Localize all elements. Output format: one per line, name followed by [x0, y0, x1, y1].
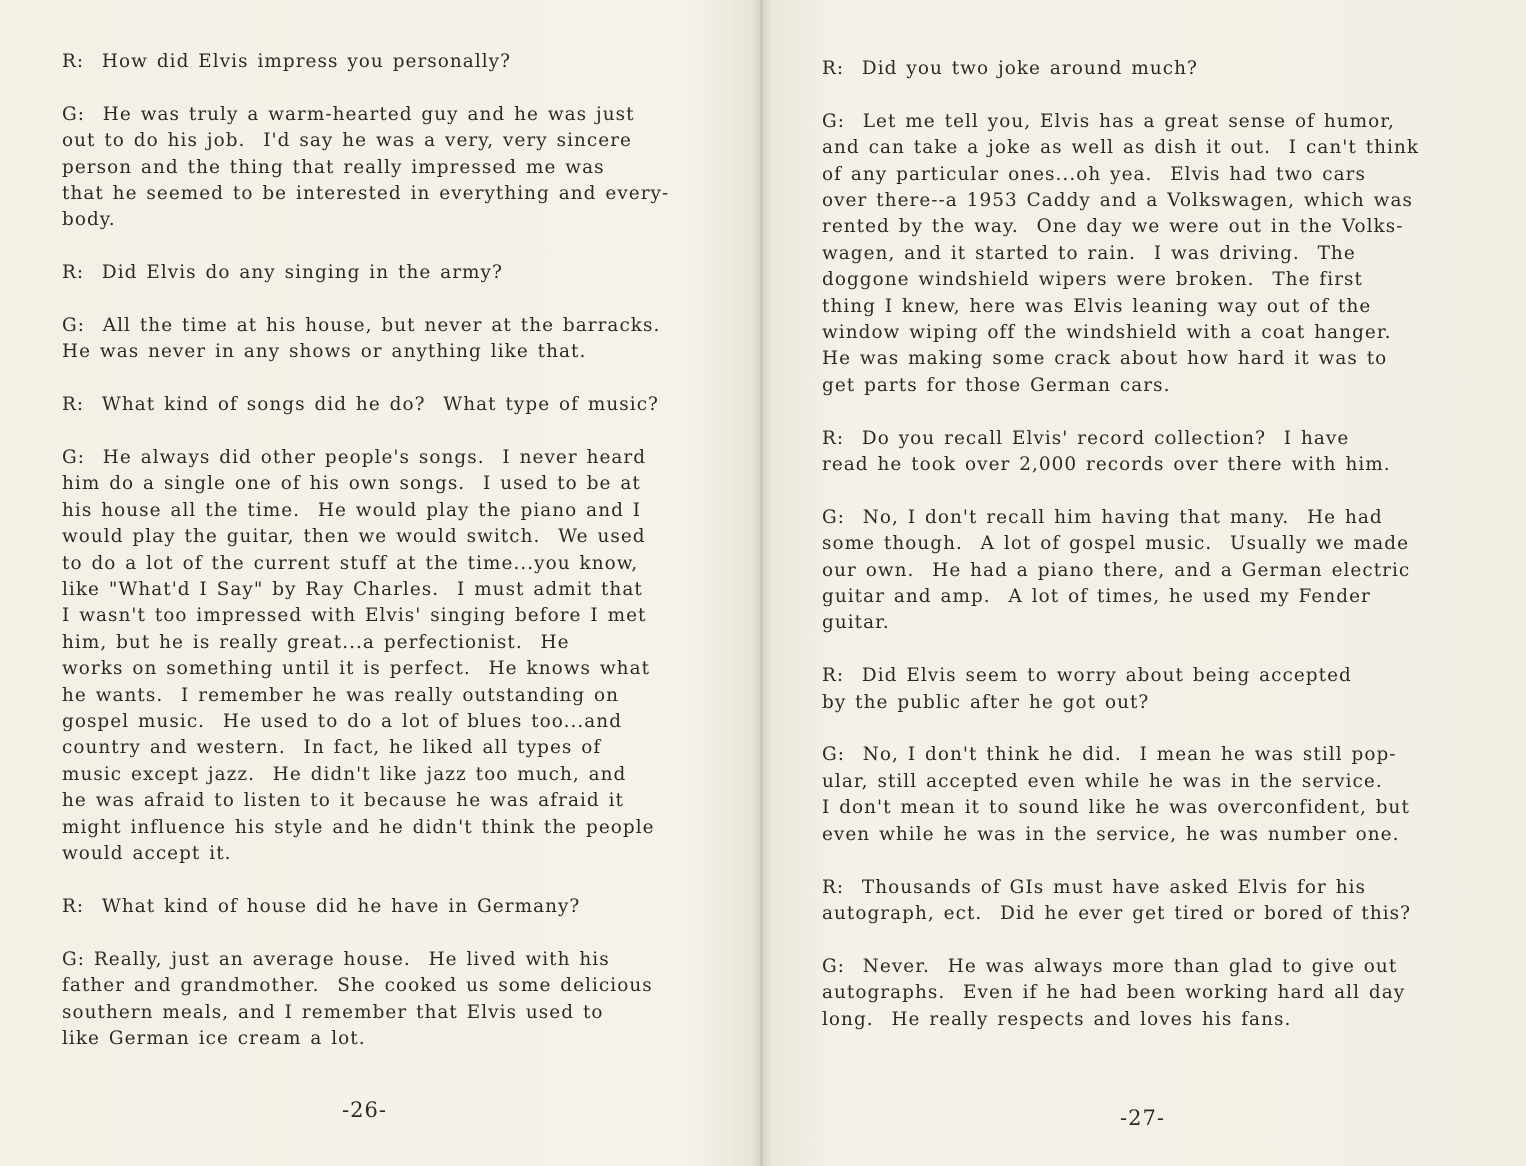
text-line: I wasn't too impressed with Elvis' singing before I met — [62, 605, 647, 627]
text-line: guitar. — [822, 612, 890, 634]
text-line: that he seemed to be interested in everything and every- — [62, 183, 670, 205]
text-line: by the public after he got out? — [822, 691, 1150, 713]
interview-paragraph — [62, 313, 734, 366]
text-line: country and western. In fact, he liked all types of — [62, 737, 602, 759]
text-line: He was making some crack about how hard it was to — [822, 348, 1388, 370]
text-line: He was never in any shows or anything like that. — [62, 341, 587, 363]
text-line: R: Did Elvis do any singing in the army? — [62, 262, 503, 284]
text-line: R: Did you two joke around much? — [822, 58, 1198, 79]
text-line: G: Let me tell you, Elvis has a great sense of humor, — [822, 110, 1395, 132]
text-line: R: What kind of songs did he do? What type of music? — [62, 394, 659, 416]
text-line: southern meals, and I remember that Elvis used to — [62, 1001, 604, 1023]
text-line: would accept it. — [62, 843, 232, 865]
text-line: person and the thing that really impressed me was — [62, 156, 605, 178]
text-line: window wiping off the windshield with a coat hanger. — [822, 322, 1392, 344]
text-line: him, but he is really great...a perfectionist. He — [62, 631, 570, 653]
interview-paragraph — [62, 894, 734, 920]
text-line: R: How did Elvis impress you personally? — [62, 51, 512, 72]
text-line: even while he was in the service, he was number one. — [822, 823, 1400, 845]
text-line: thing I knew, here was Elvis leaning way out of the — [822, 295, 1372, 317]
text-line: might influence his style and he didn't think the people — [62, 816, 655, 838]
interview-paragraph — [822, 505, 1482, 637]
text-line: autograph, ect. Did he ever get tired or bored of this? — [822, 902, 1412, 924]
interview-paragraph — [62, 49, 734, 75]
interview-paragraph — [822, 663, 1482, 716]
page-26 — [0, 0, 762, 1166]
text-line: G: No, I don't recall him having that many. He had — [822, 506, 1383, 528]
text-line: R: Thousands of GIs must have asked Elvis for his — [822, 876, 1367, 898]
left-page-text — [62, 49, 734, 1079]
text-line: music except jazz. He didn't like jazz too much, and — [62, 763, 627, 785]
right-page-text — [822, 56, 1482, 1059]
text-line: G: Really, just an average house. He lived with his — [62, 948, 610, 970]
interview-paragraph — [62, 260, 734, 286]
text-line: gospel music. He used to do a lot of blues too...and — [62, 711, 623, 733]
text-line: G: He was truly a warm-hearted guy and he was just — [62, 103, 635, 125]
text-line: and can take a joke as well as dish it out. I can't think — [822, 137, 1420, 159]
text-line: over there--a 1953 Caddy and a Volkswagen, which was — [822, 190, 1413, 212]
text-line: our own. He had a piano there, and a German electric — [822, 559, 1411, 581]
text-line: autographs. Even if he had been working hard all day — [822, 982, 1406, 1004]
text-line: guitar and amp. A lot of times, he used my Fender — [822, 586, 1371, 608]
text-line: like German ice cream a lot. — [62, 1027, 366, 1049]
text-line: G: He always did other people's songs. I never heard — [62, 447, 647, 469]
text-line: would play the guitar, then we would switch. We used — [62, 526, 646, 548]
page-number: -26- — [342, 1098, 387, 1122]
text-line: read he took over 2,000 records over there with him. — [822, 454, 1391, 476]
text-line: R: Do you recall Elvis' record collection? I have — [822, 427, 1350, 449]
text-line: works on something until it is perfect. He knows what — [62, 658, 651, 680]
interview-paragraph — [62, 392, 734, 418]
interview-paragraph — [62, 102, 734, 234]
page-27 — [764, 0, 1526, 1166]
interview-paragraph — [822, 875, 1482, 928]
text-line: to do a lot of the current stuff at the time...you know, — [62, 552, 639, 574]
text-line: G: All the time at his house, but never at the barracks. — [62, 315, 661, 337]
interview-paragraph — [822, 426, 1482, 479]
text-line: him do a single one of his own songs. I used to be at — [62, 473, 641, 495]
interview-paragraph — [822, 56, 1482, 82]
text-line: rented by the way. One day we were out in the Volks- — [822, 216, 1404, 238]
text-line: ular, still accepted even while he was in the service. — [822, 770, 1383, 792]
text-line: some though. A lot of gospel music. Usually we made — [822, 533, 1410, 555]
text-line: out to do his job. I'd say he was a very, very sincere — [62, 130, 632, 152]
text-line: he wants. I remember he was really outstanding on — [62, 684, 620, 706]
interview-paragraph — [822, 742, 1482, 848]
text-line: long. He really respects and loves his fans. — [822, 1008, 1292, 1030]
interview-paragraph — [62, 947, 734, 1053]
text-line: wagen, and it started to rain. I was driving. The — [822, 242, 1356, 264]
text-line: R: Did Elvis seem to worry about being accepted — [822, 665, 1352, 687]
interview-paragraph — [62, 445, 734, 868]
text-line: like "What'd I Say" by Ray Charles. I must admit that — [62, 579, 643, 601]
text-line: father and grandmother. She cooked us some delicious — [62, 975, 653, 997]
text-line: I don't mean it to sound like he was overconfident, but — [822, 797, 1410, 819]
text-line: his house all the time. He would play the piano and I — [62, 499, 642, 521]
text-line: doggone windshield wipers were broken. The first — [822, 269, 1363, 291]
text-line: body. — [62, 209, 116, 231]
text-line: R: What kind of house did he have in Germany? — [62, 895, 581, 917]
text-line: of any particular ones...oh yea. Elvis had two cars — [822, 163, 1366, 185]
interview-paragraph — [822, 109, 1482, 399]
text-line: G: No, I don't think he did. I mean he was still pop- — [822, 744, 1397, 766]
page-number: -27- — [1120, 1106, 1165, 1130]
interview-paragraph — [822, 954, 1482, 1033]
text-line: get parts for those German cars. — [822, 374, 1171, 396]
text-line: he was afraid to listen to it because he was afraid it — [62, 790, 624, 812]
text-line: G: Never. He was always more than glad to give out — [822, 955, 1398, 977]
